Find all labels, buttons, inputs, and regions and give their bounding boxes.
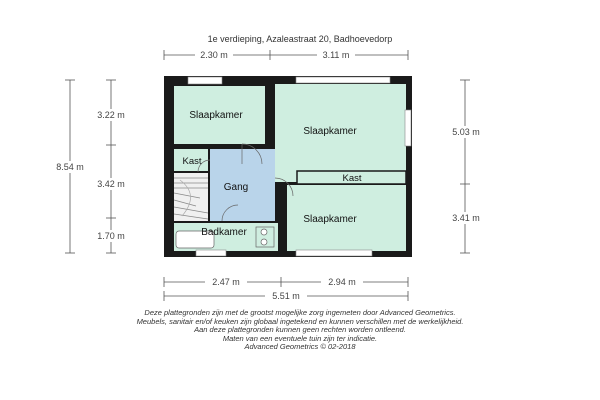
disclaimer-line-1: Deze plattegronden zijn met de grootst mogelijke zorg ingemeten door Advanced Geometrics.: [144, 308, 456, 317]
label-kast-2: Kast: [342, 173, 362, 184]
disclaimer: [0, 309, 600, 352]
dim-left-mid: 3.42 m: [97, 179, 125, 189]
disclaimer-line-5: Advanced Geometrics © 02-2018: [244, 342, 356, 352]
dim-left-top: 3.22 m: [97, 110, 125, 120]
stairwell: [174, 173, 208, 221]
label-slaapkamer-1: Slaapkamer: [189, 110, 243, 121]
disclaimer-line-2: Meubels, sanitair en/of keuken zijn globaal ingetekend en kunnen verschillen met de werkelijkheid.: [136, 316, 464, 326]
disclaimer-line-3: Aan deze plattegronden kunnen geen rechten worden ontleend.: [194, 325, 406, 335]
label-gang: Gang: [223, 182, 249, 193]
disclaimer-line-4: Maten van een eventuele tuin zijn ter indicatie.: [222, 333, 378, 343]
dim-bottom-right: 2.94 m: [328, 277, 356, 287]
room-gang-ext: [265, 149, 275, 221]
dim-right-bottom: 3.41 m: [452, 213, 480, 223]
label-slaapkamer-2: Slaapkamer: [303, 126, 357, 137]
floor-title: 1e verdieping, Azaleastraat 20, Badhoevedorp: [207, 34, 393, 44]
dim-left-bottom: 1.70 m: [97, 231, 125, 241]
dim-bottom-left: 2.47 m: [212, 277, 240, 287]
dim-top-right: 3.11 m: [322, 50, 350, 60]
label-slaapkamer-3: Slaapkamer: [303, 214, 357, 225]
dim-left-total: 8.54 m: [56, 162, 84, 172]
label-kast-1: Kast: [182, 156, 202, 167]
dim-bottom-total: 5.51 m: [272, 291, 300, 301]
dim-right-top: 5.03 m: [452, 127, 480, 137]
label-badkamer: Badkamer: [201, 227, 247, 238]
dim-top-left: 2.30 m: [200, 50, 228, 60]
